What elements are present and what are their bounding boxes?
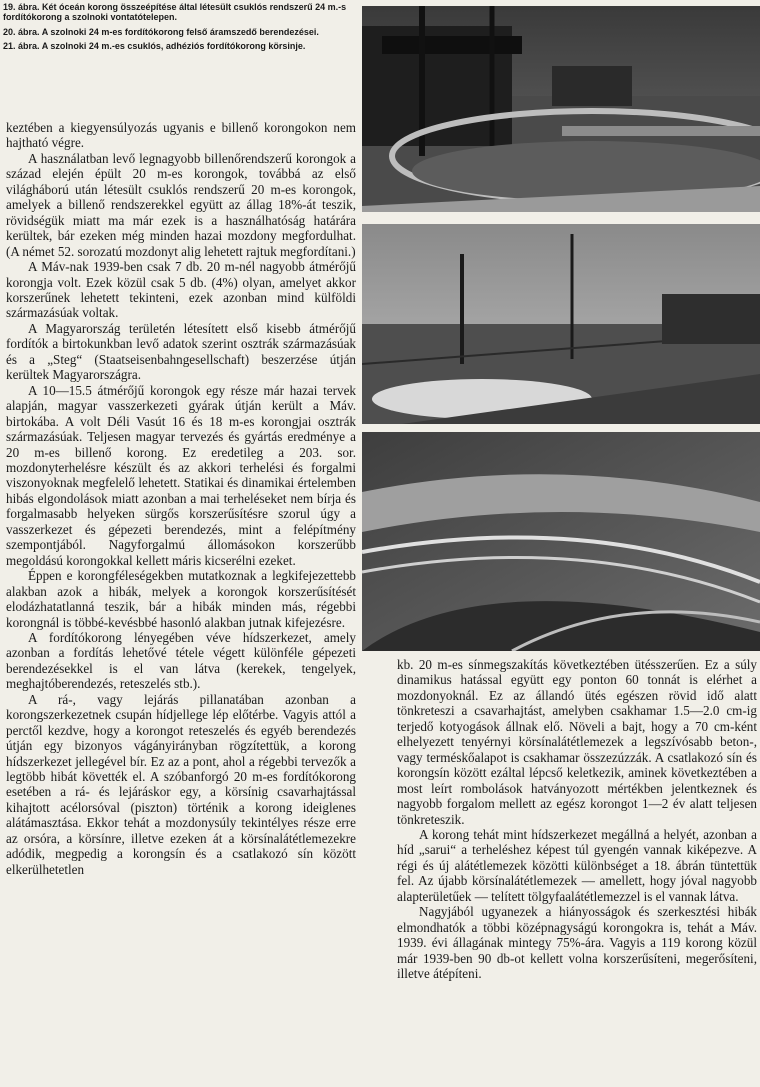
photo-turntable-overhead-structure (362, 6, 760, 212)
left-paragraph: A fordítókorong lényegében véve hídszerkezet, amely azonban a fordítás lehetővé tétele végett különféle gépezeti berendezésekkel is el van látva (kerekek, tengelyek, meghajtóberendezés, reteszelés stb.). (6, 629, 356, 692)
left-paragraph: A rá-, vagy lejárás pillanatában azonban a korongszerkezetnek csupán hídjellege lép előtérbe. Vagyis attól a perctől kezdve, hogy a korongot reteszelés és egyéb berendezés útján egy bizonyos vágányirányban rögzítettük, a korong hídszerkezet jellegével bír. Ez az a pont, ahol a régebbi tervezők a legtöbb hibát követték el. A szóbanforgó 20 m-es fordítókorong esetében a rá- és lejáráskor egy, a körsínig csavarhajtással kihajtott acélorsóval (piszton) történik a korong ideiglenes alátámasztása. Ekkor tehát a mozdonysúly tekintélyes része erre az orsóra, a körsínre, illetve ezeken át a körsínalátétlemezekre adódik, megpedig a korongsín és a csatlakozó sín között elkerülhetetlen (6, 691, 356, 877)
caption-fig21: 21. ábra. A szolnoki 24 m.-es csuklós, adhéziós fordítókorong körsinje. (3, 41, 306, 52)
right-text-column (397, 657, 757, 982)
photo-circular-track (362, 432, 760, 651)
left-paragraph: keztében a kiegyensúlyozás ugyanis e billenő korongokon nem hajtható végre. (6, 120, 356, 151)
photo-current-collector (362, 224, 760, 424)
left-paragraph: A Magyarország területén létesített első kisebb átmérőjű fordítók a birtokunkban levő adatok szerint osztrák származásúak és a „Steg“ (Staatseisenbahngesellschaft) beszerzése útján kerültek Magyarországra. (6, 320, 356, 383)
right-paragraph: Nagyjából ugyanezek a hiányosságok és szerkesztési hibák elmondhatók a többi középnagyságú korongokra is, tehát a Máv. 1939. évi állagának mintegy 75%-ára. Vagyis a 119 korong közül már 1939-ben 90 db-ot kellett volna korszerűsíteni, megerősíteni, illetve átépíteni. (397, 904, 757, 982)
caption-fig20: 20. ábra. A szolnoki 24 m-es fordítókorong felső áramszedő berendezései. (3, 26, 319, 37)
left-paragraph: A használatban levő legnagyobb billenőrendszerű korongok a század elején épült 20 m-es korongok, továbbá az első világháború után létesült csuklós rendszerű 20 m-es korongok, amelyek a billenő rendszerekkel együtt az állag 18%-át teszik, rövidségük miatt ma már ezek is a használhatóság határára kerültek, bár ezeken még minden hazai mozdony megfordulhat. (A német 52. sorozatú mozdonyt alig lehetett rajtuk megfordítani.) (6, 150, 356, 259)
left-paragraph: A 10—15.5 átmérőjű korongok egy része már hazai tervek alapján, magyar vasszerkezeti gyárak útján került a Máv. birtokába. A volt Déli Vasút 16 és 18 m-es korongjai osztrák származásúak. Teljesen magyar tervezés és gyártás eredménye a 20 m-es billenő korong. Ez eredetileg a 203. sor. mozdonyterhelésre készült és az akkori terhelési és forgalmi viszonyoknak megfelelő lehetett. Statikai és dinamikai értelemben hibás elgondolások miatt azonban a mai terheléseket nem bírja és forgalmasabb helyeken sürgős korszerűsítésre szorul úgy a vasszerkezet és gépezeti berendezés, mint a felépítmény szempontjából. Nagyforgalmú állomásokon korszerűbb megoldású korongokkal kellett máris kicserélni ezeket. (6, 382, 356, 568)
left-text-column (6, 120, 356, 877)
figure-captions (3, 2, 355, 56)
caption-fig19: 19. ábra. Két óceán korong összeépítése által létesült csuklós rendszerű 24 m.-s fordítókorong a szolnoki vontatótelepen. (3, 2, 347, 23)
left-paragraph: Éppen e korongféleségekben mutatkoznak a legkifejezettebb alakban azok a hibák, melyek a korongok korszerűsítését elodázhatatlanná teszik, bár a hibák minden más, régebbi korongnál is többé-kevésbbé hasonló alakban jutnak kifejezésre. (6, 568, 356, 630)
right-paragraph: A korong tehát mint hídszerkezet megállná a helyét, azonban a híd „sarui“ a terheléshez képest túl gyengén vannak kiképezve. A régi és új alátétlemezek közötti különbséget a 18. ábrán tüntettük fel. Az újabb körsínalátétlemezek — amellett, hogy jóval nagyobb alapterületűek — telített tölgyfaalátétlemezzel is el vannak látva. (397, 826, 757, 904)
left-paragraph: A Máv-nak 1939-ben csak 7 db. 20 m-nél nagyobb átmérőjű korongja volt. Ezek közül csak 5 db. (4%) olyan, amelyet akkor korszerűnek lehetett tekinteni, ezek azonban mind külföldi származásúak voltak. (6, 259, 356, 321)
right-paragraph: kb. 20 m-es sínmegszakítás következtében ütésszerűen. Ez a súly dinamikus hatással együtt egy ponton 60 tonnát is elérhet a mozdonyoknál. Ez az állandó ütés egészen rövid idő alatt tönkreteszi a csavarhajtást, amelyben csakhamar 1.5—2.0 cm-ig terjedő kotyogások állnak elő. Növeli a bajt, hogy a 70 cm-ként elhelyezett tenyérnyi körsínalátétlemezek a legszívósabb beton-, vagy terméskőalapot is csakhamar összezúzzák. A csatlakozó sín és korongsín között ezáltal lépcső keletkezik, aminek következtében a most leírt rombolások hatványozott mértékben jelentkeznek és nagyobb forgalom mellett az egész korongot 1—2 év alatt teljesen tönkreteszik. (397, 657, 757, 827)
